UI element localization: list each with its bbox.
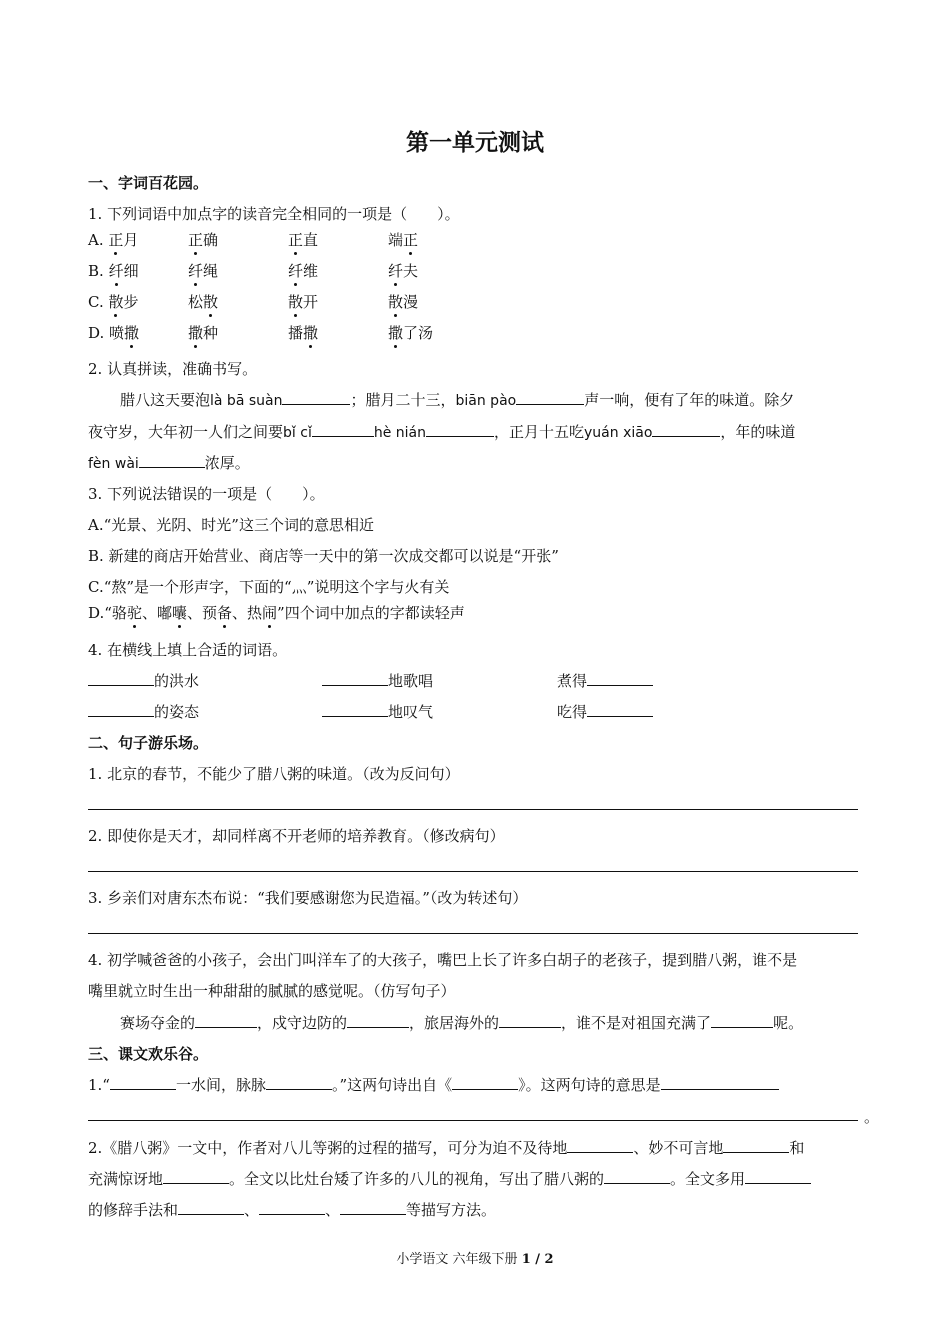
pinyin: là bā suàn xyxy=(210,393,283,409)
section-1-heading: 一、字词百花园。 xyxy=(88,174,209,192)
page-footer: 小学语文 六年级下册 1 / 2 xyxy=(396,1252,554,1267)
q4-item: 煮得 xyxy=(557,670,653,691)
option-label: A. xyxy=(88,231,109,249)
dotted-char: 散 xyxy=(288,293,304,311)
blank[interactable] xyxy=(567,1137,633,1153)
blank[interactable] xyxy=(723,1137,789,1153)
blank[interactable] xyxy=(266,1074,332,1090)
q4-item: 地歌唱 xyxy=(322,670,433,691)
blank[interactable] xyxy=(745,1168,811,1184)
q1-word: 正直 xyxy=(288,231,319,249)
blank[interactable] xyxy=(426,421,494,437)
blank[interactable] xyxy=(516,389,584,405)
dotted-char: 纤 xyxy=(188,262,204,280)
q4-stem: 4. 在横线上填上合适的词语。 xyxy=(88,641,288,659)
dotted-char: 散 xyxy=(203,293,219,311)
blank[interactable] xyxy=(259,1199,325,1215)
pinyin: biān pào xyxy=(455,393,517,409)
blank[interactable] xyxy=(139,452,205,468)
s2-q4-line-2: 嘴里就立时生出一种甜甜的腻腻的感觉呢。（仿写句子） xyxy=(88,982,456,1000)
s3-q2-line-1: 2.《腊八粥》一文中，作者对八儿等粥的过程的描写，可分为迫不及待地 、妙不可言地 和 xyxy=(88,1139,805,1157)
q1-word: 纤夫 xyxy=(388,262,419,280)
pinyin: hè nián xyxy=(373,425,426,441)
q1-option-row: A. 正月 xyxy=(88,231,139,249)
blank[interactable] xyxy=(340,1199,406,1215)
q1-word: 撒种 xyxy=(188,324,219,342)
q1-word: 散漫 xyxy=(388,293,419,311)
answer-line[interactable] xyxy=(88,809,858,810)
dotted-char: 正 xyxy=(108,231,124,249)
q3-stem: 3. 下列说法错误的一项是（ ）。 xyxy=(88,485,325,503)
q4-item: 的洪水 xyxy=(88,670,199,691)
dotted-char: 撒 xyxy=(188,324,204,342)
answer-line[interactable] xyxy=(88,871,858,872)
q2-line-1: 腊八这天要泡là bā suàn ；腊月二十三，biān pào 声一响，便有了年的味道。除夕 xyxy=(120,391,795,409)
pinyin: fèn wài xyxy=(88,456,139,472)
q1-word: 松散 xyxy=(188,293,219,311)
blank[interactable] xyxy=(347,1012,409,1028)
blank[interactable] xyxy=(711,1012,773,1028)
pinyin: yuán xiāo xyxy=(584,425,653,441)
dotted-char: 撒 xyxy=(124,324,140,342)
section-3-heading: 三、课文欢乐谷。 xyxy=(88,1045,209,1063)
s2-q4-line-3: 赛场夺金的 ，戍守边防的 ，旅居海外的 ，谁不是对祖国充满了 呢。 xyxy=(120,1014,804,1032)
section-2-heading: 二、句子游乐场。 xyxy=(88,734,209,752)
q1-word: 正确 xyxy=(188,231,219,249)
dotted-char: 正 xyxy=(288,231,304,249)
page-number: 1 / 2 xyxy=(521,1252,554,1267)
dotted-char: 纤 xyxy=(288,262,304,280)
page-title: 第一单元测试 xyxy=(406,129,544,156)
pinyin: bǐ cǐ xyxy=(283,425,312,441)
answer-line[interactable] xyxy=(88,1120,858,1121)
blank[interactable] xyxy=(499,1012,561,1028)
option-label: B. xyxy=(88,262,109,280)
q4-item: 地叹气 xyxy=(322,701,433,722)
q1-stem: 1. 下列词语中加点字的读音完全相同的一项是（ ）。 xyxy=(88,205,460,223)
blank[interactable] xyxy=(110,1074,176,1090)
blank[interactable] xyxy=(587,701,653,717)
s2-q2: 2. 即使你是天才，却同样离不开老师的培养教育。（修改病句） xyxy=(88,827,505,845)
q1-word: 散开 xyxy=(288,293,319,311)
s3-q2-line-2: 充满惊讶地 。全文以比灶台矮了许多的八儿的视角，写出了腊八粥的 。全文多用 xyxy=(88,1168,811,1189)
blank[interactable] xyxy=(282,389,350,405)
blank[interactable] xyxy=(163,1168,229,1184)
option-label: D. xyxy=(88,324,110,342)
q1-word: 纤维 xyxy=(288,262,319,280)
dotted-char: 撒 xyxy=(303,324,319,342)
q1-word: 播撒 xyxy=(288,324,319,342)
dotted-char: 正 xyxy=(403,231,419,249)
blank[interactable] xyxy=(312,421,374,437)
dotted-char: 散 xyxy=(108,293,124,311)
q2-line-3: fèn wài 浓厚。 xyxy=(88,454,250,472)
blank[interactable] xyxy=(452,1074,518,1090)
q4-item: 吃得 xyxy=(557,701,653,722)
q1-option-row: D. 喷撒 xyxy=(88,324,140,342)
q2-line-2: 夜守岁，大年初一人们之间要bǐ cǐ hè nián ，正月十五吃yuán xiāo ，年的味道 xyxy=(88,423,796,441)
answer-line[interactable] xyxy=(88,933,858,934)
blank[interactable] xyxy=(661,1074,779,1090)
q3-option-d: D.“骆驼、嘟囔、预备、热闹”四个词中加点的字都读轻声 xyxy=(88,604,465,622)
q3-option-b: B. 新建的商店开始营业、商店等一天中的第一次成交都可以说是“开张” xyxy=(88,547,559,565)
blank[interactable] xyxy=(322,701,388,717)
period: 。 xyxy=(864,1108,880,1126)
s2-q1: 1. 北京的春节，不能少了腊八粥的味道。（改为反问句） xyxy=(88,765,460,783)
q2-stem: 2. 认真拼读，准确书写。 xyxy=(88,360,258,378)
q1-word: 端正 xyxy=(388,231,419,249)
blank[interactable] xyxy=(178,1199,244,1215)
blank[interactable] xyxy=(88,701,154,717)
s2-q3: 3. 乡亲们对唐东杰布说：“我们要感谢您为民造福。”（改为转述句） xyxy=(88,889,528,907)
dotted-char: 撒 xyxy=(388,324,404,342)
option-label: C. xyxy=(88,293,109,311)
blank[interactable] xyxy=(322,670,388,686)
q4-item: 的姿态 xyxy=(88,701,199,722)
blank[interactable] xyxy=(652,421,720,437)
dotted-char: 纤 xyxy=(108,262,124,280)
q3-option-a: A.“光景、光阴、时光”这三个词的意思相近 xyxy=(88,516,374,534)
blank[interactable] xyxy=(587,670,653,686)
s3-q2-line-3: 的修辞手法和 、 、 等描写方法。 xyxy=(88,1201,497,1219)
blank[interactable] xyxy=(195,1012,257,1028)
blank[interactable] xyxy=(604,1168,670,1184)
q1-option-row: C. 散步 xyxy=(88,293,139,311)
dotted-char: 纤 xyxy=(388,262,404,280)
q3-option-c: C.“熬”是一个形声字，下面的“灬”说明这个字与火有关 xyxy=(88,578,450,596)
dotted-char: 散 xyxy=(388,293,404,311)
dotted-char: 正 xyxy=(188,231,204,249)
q1-word: 纤绳 xyxy=(188,262,219,280)
blank[interactable] xyxy=(88,670,154,686)
s2-q4-line-1: 4. 初学喊爸爸的小孩子，会出门叫洋车了的大孩子，嘴巴上长了许多白胡子的老孩子，提到腊八粥，谁不是 xyxy=(88,951,798,969)
q1-option-row: B. 纤细 xyxy=(88,262,139,280)
s3-q1-line-1: 1.“ 一水间，脉脉 。”这两句诗出自《 》。这两句诗的意思是 xyxy=(88,1074,779,1095)
q1-word: 撒了汤 xyxy=(388,324,434,342)
